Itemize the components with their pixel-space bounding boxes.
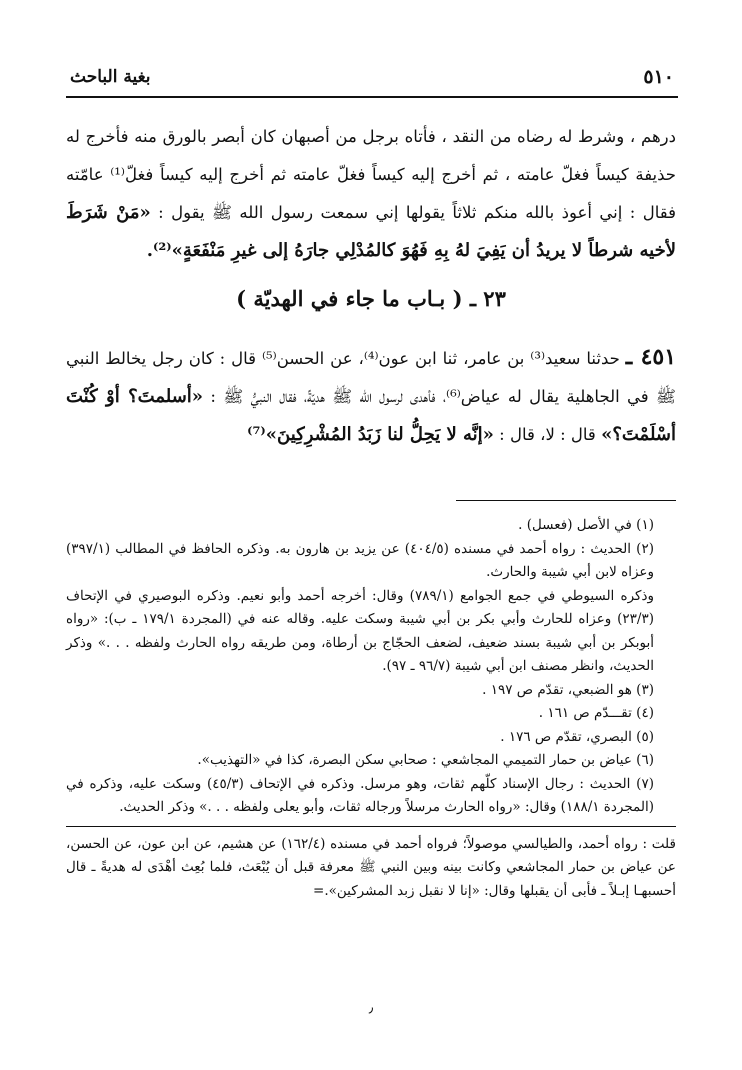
footnote-1: (١) في الأصل (فعسل) . [518, 517, 654, 533]
footnote-5: (٥) البصري، تقدّم ص ١٧٦ . [500, 728, 654, 745]
chapter-heading: ٢٣ ـ ( بـاب ما جاء في الهديّة ) [236, 286, 506, 311]
footnote-2-continued: وذكره السيوطي في جمع الجوامع (٧٨٩/١) وقال: أخرجه أحمد وأبو نعيم. وذكره البوصيري في الإتحاف (٢٣/٣) وعزاه للحارث وأبي بكر بن أبي شيبة وسكت عليه. وقاله عنه في (المجردة ١٧٩/١ ـ ب): «رواه أبوبكر بن أبي شيبة بسند ضعيف، لضعف الحجّاج بن أرطاة، ومن طريقه رواه الحارث ولفظه . . .» وذكر الحديث، وانظر مصنف ابن أبي شيبة (٩٦/٧ ـ ٩٧). [66, 587, 654, 674]
footnote-6: (٦) عياض بن حمار التميمي المجاشعي : صحابي سكن البصرة، كذا في «التهذيب». [197, 752, 654, 768]
book-title: بغية الباحث [70, 67, 151, 87]
hadith-text: حدثنا سعيد⁽³⁾ بن عامر، ثنا ابن عون⁽⁴⁾، عن الحسن⁽⁵⁾ قال : كان رجل يخالط النبي ﷺ في الجاهلية يقال له عياض⁽⁶⁾، فأهدى لرسول الله ﷺ هديّةً، فقال النبيُّ ﷺ : [66, 349, 676, 406]
footnote-4: (٤) تقـــدّم ص ١٦١ . [538, 705, 654, 721]
page-end-mark: ٫ [368, 1000, 374, 1016]
footnotes [66, 514, 676, 903]
editor-comment: قلت : رواه أحمد، والطيالسي موصولاً؛ فرواه أحمد في مسنده (١٦٢/٤) عن هشيم، عن ابن عون، عن الحسن، عن عياض بن حمار المجاشعي وكانت بينه وبين النبي ﷺ معرفة قبل أن يُبْعَث، فلما بُعِث أهْدَى له هديةً ـ قال أحسبهـا إبـلاً ـ فأبى أن يقبلها وقال: «إنا لا نقبل زبد المشركين».= [66, 826, 676, 904]
running-head [70, 60, 674, 94]
hadith-quote-2: «إنَّه لا يَحِلُّ لنا زَبَدُ المُشْرِكِينَ»⁽⁷⁾ [247, 424, 494, 445]
continuation-line-3: عامّته فقال : إني أعوذ بالله منكم ثلاثاً يقولها إني سمعت رسول الله ﷺ يقول : [66, 165, 676, 222]
continuation-line-1: درهم ، وشرط له رضاه من النقد ، فأتاه برجل من أصبهان كان أبصر بالورق منه فأخرج [85, 127, 676, 146]
footnote-7: (٧) الحديث : رجال الإسناد كلّهم ثقات، وهو مرسل. وذكره في الإتحاف (٤٥/٣) وسكت عليه، وذكره في (المجردة ١٨٨/١) وقال: «رواه الحارث مرسلاً ورجاله ثقات، وأبو يعلى ولفظه . . .» وذكر الحديث. [66, 775, 654, 815]
hadith-mid: قال : لا، قال : [499, 425, 596, 444]
footnote-2: (٢) الحديث : رواه أحمد في مسنده (٤٠٤/٥) عن يزيد بن هارون به. وذكره الحافظ في المطالب (٣٩٧/١) وعزاه لابن أبي شيبة والحارث. [66, 540, 654, 580]
hadith-number: ٤٥١ ـ [625, 344, 677, 370]
continuation-paragraph [66, 118, 676, 270]
hadith-quote-1: «أسلمتَ؟ أوْ كُنْتَ أسْلَمْتَ؟» [66, 386, 676, 445]
header-divider [66, 96, 678, 98]
page-number: ٥١٠ [643, 66, 674, 88]
hadith-451 [66, 338, 676, 454]
continuation-line-2: له حذيفة كيساً فغلّ عامته ، ثم أخرج إليه كيساً فغلّ عامته ثم أخرج إليه كيساً فغلّ⁽¹⁾ [66, 127, 677, 184]
footnote-3: (٣) هو الضبعي، تقدّم ص ١٩٧ . [482, 681, 654, 698]
footnote-divider [456, 500, 676, 501]
hadith-quote: «مَنْ شَرَطَ لأخيه شرطاً لا يريدُ أن يَفِيَ لهُ بِهِ فَهُوَ كالمُدْلِي جارَهُ إلى غيرِ مَنْفَعَةٍ»⁽²⁾. [66, 202, 676, 261]
